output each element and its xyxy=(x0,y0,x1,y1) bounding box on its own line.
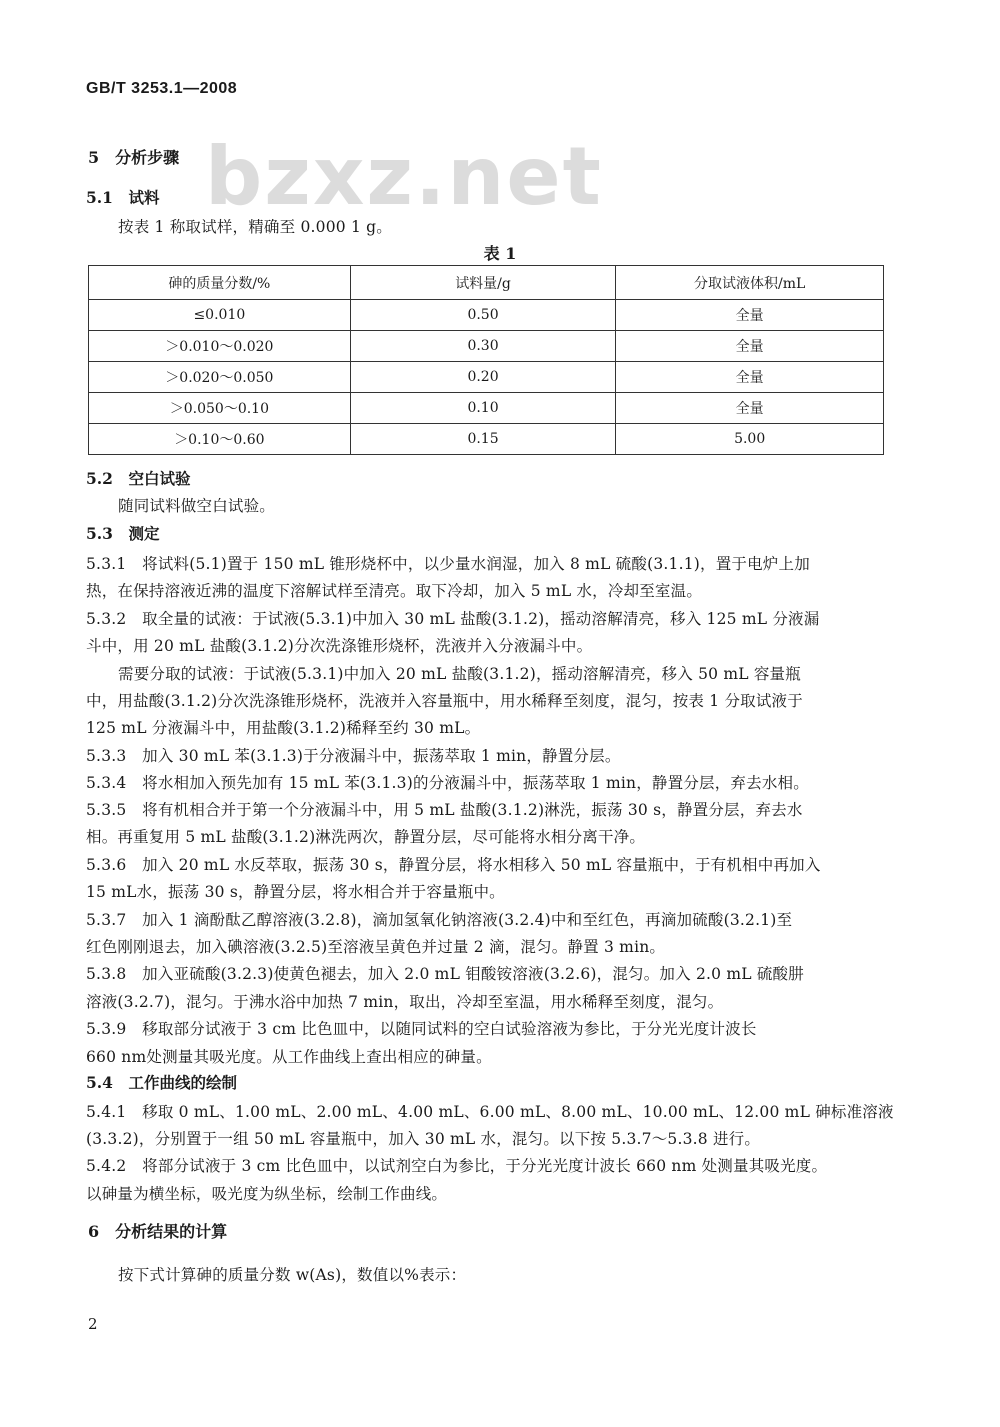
table-header-cell: 试料量/g xyxy=(350,266,616,300)
paragraph-line: 125 mL 分液漏斗中，用盐酸(3.1.2)稀释至约 30 mL。 xyxy=(86,719,481,737)
paragraph-line: 5.3.5 将有机相合并于第一个分液漏斗中，用 5 mL 盐酸(3.1.2)淋洗，振荡 30 s，静置分层，弃去水 xyxy=(86,801,803,819)
table-cell: ＞0.10～0.60 xyxy=(89,424,351,455)
section-5-2-heading: 5.2 空白试验 xyxy=(86,469,191,488)
table-cell: ＞0.050～0.10 xyxy=(89,393,351,424)
table-cell: 5.00 xyxy=(616,424,884,455)
table-cell: 0.50 xyxy=(350,300,616,331)
table-cell: 0.15 xyxy=(350,424,616,455)
paragraph-line: 以砷量为横坐标，吸光度为纵坐标，绘制工作曲线。 xyxy=(86,1185,448,1203)
paragraph-line: 热，在保持溶液近沸的温度下溶解试样至清亮。取下冷却，加入 5 mL 水，冷却至室温。 xyxy=(86,582,703,600)
table-1 xyxy=(88,265,884,455)
table-row xyxy=(89,362,884,393)
paragraph-line: 660 nm处测量其吸光度。从工作曲线上查出相应的砷量。 xyxy=(86,1048,492,1066)
watermark: bzxz.net xyxy=(205,130,603,223)
page-number: 2 xyxy=(88,1315,98,1333)
paragraph-line: (3.3.2)，分别置于一组 50 mL 容量瓶中，加入 30 mL 水，混匀。以下按 5.3.7～5.3.8 进行。 xyxy=(86,1130,761,1148)
paragraph-line: 5.3.2 取全量的试液：于试液(5.3.1)中加入 30 mL 盐酸(3.1.2)，摇动溶解清亮，移入 125 mL 分液漏 xyxy=(86,610,820,628)
table-1-caption: 表 1 xyxy=(483,244,517,263)
table-cell: 全量 xyxy=(616,362,884,393)
table-cell: 0.10 xyxy=(350,393,616,424)
section-5-3-heading: 5.3 测定 xyxy=(86,524,160,543)
paragraph-line: 红色刚刚退去，加入碘溶液(3.2.5)至溶液呈黄色并过量 2 滴，混匀。静置 3 min。 xyxy=(86,938,666,956)
paragraph-line: 5.3.6 加入 20 mL 水反萃取，振荡 30 s，静置分层，将水相移入 50 mL 容量瓶中，于有机相中再加入 xyxy=(86,856,821,874)
table-row xyxy=(89,424,884,455)
table-cell: 全量 xyxy=(616,300,884,331)
table-cell: ≤0.010 xyxy=(89,300,351,331)
paragraph-line: 斗中，用 20 mL 盐酸(3.1.2)分次洗涤锥形烧杯，洗液并入分液漏斗中。 xyxy=(86,637,593,655)
section-6-heading: 6 分析结果的计算 xyxy=(88,1222,228,1241)
paragraph-line: 5.3.9 移取部分试液于 3 cm 比色皿中，以随同试料的空白试验溶液为参比，于分光光度计波长 xyxy=(86,1020,757,1038)
section-5-1-heading: 5.1 试料 xyxy=(86,188,160,207)
paragraph-line: 5.4.1 移取 0 mL、1.00 mL、2.00 mL、4.00 mL、6.00 mL、8.00 mL、10.00 mL、12.00 mL 砷标准溶液 xyxy=(86,1103,894,1121)
paragraph-line: 5.4.2 将部分试液于 3 cm 比色皿中，以试剂空白为参比，于分光光度计波长 660 nm 处测量其吸光度。 xyxy=(86,1157,828,1175)
paragraph-line: 15 mL水，振荡 30 s，静置分层，将水相合并于容量瓶中。 xyxy=(86,883,505,901)
table-header-cell: 砷的质量分数/% xyxy=(89,266,351,300)
standard-number-header: GB/T 3253.1—2008 xyxy=(86,80,238,97)
paragraph-line: 相。再重复用 5 mL 盐酸(3.1.2)淋洗两次，静置分层，尽可能将水相分离干净。 xyxy=(86,828,646,846)
section-5-heading: 5 分析步骤 xyxy=(88,148,180,167)
section-5-1-text: 按表 1 称取试样，精确至 0.000 1 g。 xyxy=(118,218,392,236)
paragraph-line: 5.3.8 加入亚硫酸(3.2.3)使黄色褪去，加入 2.0 mL 钼酸铵溶液(3.2.6)，混匀。加入 2.0 mL 硫酸肼 xyxy=(86,965,804,983)
table-cell: 0.30 xyxy=(350,331,616,362)
table-row xyxy=(89,393,884,424)
section-5-2-text: 随同试料做空白试验。 xyxy=(118,497,276,515)
table-header-row xyxy=(89,266,884,300)
paragraph-line: 5.3.3 加入 30 mL 苯(3.1.3)于分液漏斗中，振荡萃取 1 min，静置分层。 xyxy=(86,747,621,765)
table-cell: 0.20 xyxy=(350,362,616,393)
table-cell: 全量 xyxy=(616,393,884,424)
table-row xyxy=(89,300,884,331)
section-6-text: 按下式计算砷的质量分数 w(As)，数值以%表示： xyxy=(118,1266,467,1284)
paragraph-line: 5.3.1 将试料(5.1)置于 150 mL 锥形烧杯中，以少量水润湿，加入 8 mL 硫酸(3.1.1)，置于电炉上加 xyxy=(86,555,810,573)
paragraph-line: 5.3.7 加入 1 滴酚酞乙醇溶液(3.2.8)，滴加氢氧化钠溶液(3.2.4)中和至红色，再滴加硫酸(3.2.1)至 xyxy=(86,911,793,929)
table-header-cell: 分取试液体积/mL xyxy=(616,266,884,300)
table-cell: 全量 xyxy=(616,331,884,362)
paragraph-line: 中，用盐酸(3.1.2)分次洗涤锥形烧杯，洗液并入容量瓶中，用水稀释至刻度，混匀，按表 1 分取试液于 xyxy=(86,692,803,710)
paragraph-line: 需要分取的试液：于试液(5.3.1)中加入 20 mL 盐酸(3.1.2)，摇动溶解清亮，移入 50 mL 容量瓶 xyxy=(118,665,801,683)
table-cell: ＞0.020～0.050 xyxy=(89,362,351,393)
table-row xyxy=(89,331,884,362)
table-cell: ＞0.010～0.020 xyxy=(89,331,351,362)
section-5-4-heading: 5.4 工作曲线的绘制 xyxy=(86,1073,237,1092)
paragraph-line: 溶液(3.2.7)，混匀。于沸水浴中加热 7 min，取出，冷却至室温，用水稀释至刻度，混匀。 xyxy=(86,993,724,1011)
paragraph-line: 5.3.4 将水相加入预先加有 15 mL 苯(3.1.3)的分液漏斗中，振荡萃取 1 min，静置分层，弃去水相。 xyxy=(86,774,809,792)
